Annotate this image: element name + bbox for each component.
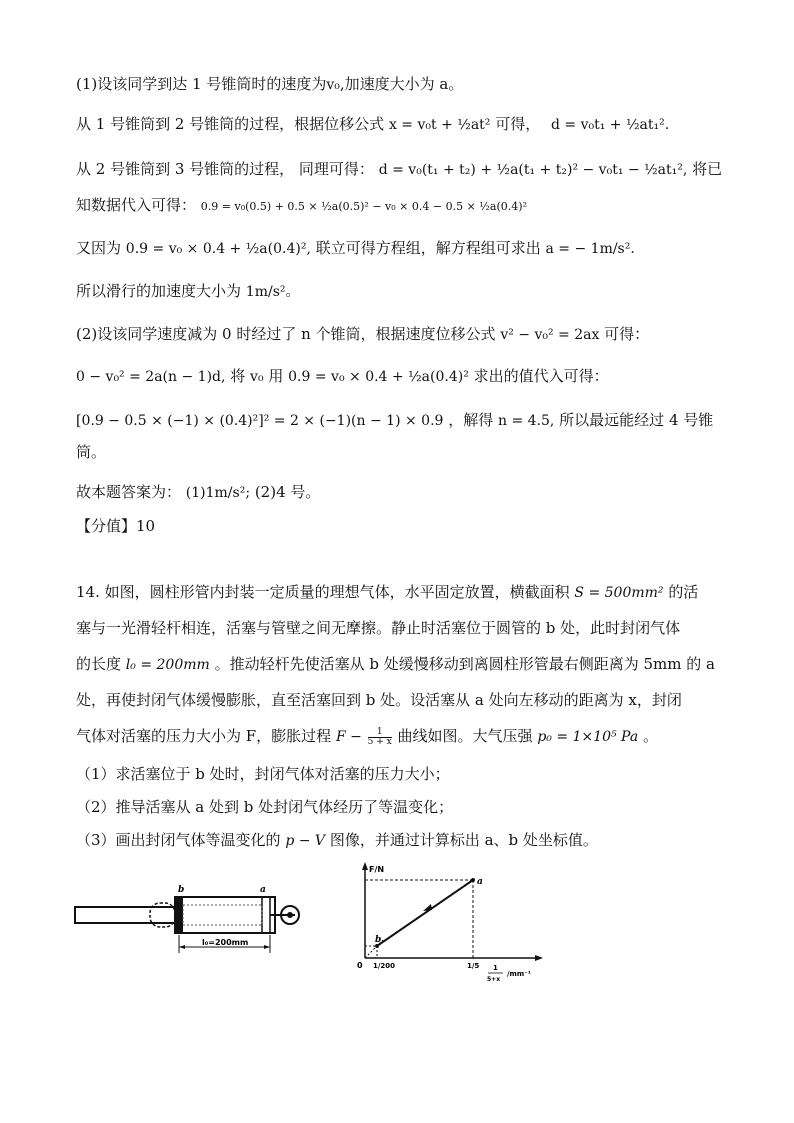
graph-label-a: a — [477, 877, 483, 887]
fraction: $\frac{1}{5 + x}$ — [367, 726, 392, 747]
piston — [175, 897, 183, 933]
formula-d2: d = v₀(t₁ + t₂) + ½a(t₁ + t₂)² − v₀t₁ − ½at₁², — [378, 162, 688, 178]
q14-line-1: 14. 如图，圆柱形管内封装一定质量的理想气体，水平固定放置，横截面积 S = 500mm² 的活 — [76, 583, 699, 601]
dimension-label: l₀=200mm — [202, 938, 249, 947]
y-axis-label: F/N — [369, 865, 385, 874]
formula-substituted: 0.9 = v₀(0.5) + 0.5 × ½a(0.5)² − v₀ × 0.4 − 0.5 × ½a(0.4)² — [200, 200, 527, 213]
cylinder-figure — [70, 875, 310, 965]
sol-line-2: 从 1 号锥筒到 2 号锥筒的过程，根据位移公式 x = v₀t + ½at² 可得， d = v₀t₁ + ½at₁². — [76, 115, 670, 133]
formula-displacement: x = v₀t + ½at² — [388, 117, 491, 133]
formula-a-result: a = − 1m/s². — [545, 241, 635, 257]
direction-arrow — [423, 904, 432, 911]
label-b: b — [178, 885, 185, 895]
sol-line-5: 又因为 0.9 = v₀ × 0.4 + ½a(0.4)², 联立可得方程组，解方程组可求出 a = − 1m/s². — [76, 239, 635, 257]
cylinder-tube — [175, 897, 275, 933]
q14-line-5: 气体对活塞的压力大小为 F，膨胀过程 F − $\frac{1}{5 + x}$ 曲线如图。大气压强 p₀ = 1×10⁵ Pa 。 — [76, 726, 658, 747]
gas-region — [183, 905, 262, 925]
sol-line-4: 知数据代入可得： 0.9 = v₀(0.5) + 0.5 × ½a(0.5)² − v₀ × 0.4 − 0.5 × ½a(0.4)² — [76, 196, 527, 214]
score-line: 【分值】10 — [76, 517, 156, 535]
tick-1-5: 1/5 — [467, 962, 480, 970]
process-line — [377, 880, 473, 946]
sol-line-6: 所以滑行的加速度大小为 1m/s²。 — [76, 282, 300, 300]
x-axis-unit: /mm⁻¹ — [507, 970, 531, 978]
graph-label-b: b — [375, 935, 382, 945]
q14-line-4: 处，再使封闭气体缓慢膨胀，直至活塞回到 b 处。设活塞从 a 处向左移动的距离为 x，封闭 — [76, 691, 682, 709]
label-a: a — [260, 885, 266, 895]
q14-sub-3: （3）画出封闭气体等温变化的 p − V 图像，并通过计算标出 a、b 处坐标值。 — [76, 831, 598, 849]
tick-1-200: 1/200 — [373, 962, 396, 970]
sol-line-1: (1)设该同学到达 1 号锥筒时的速度为v₀,加速度大小为 a。 — [76, 75, 464, 93]
sol-line-8: 0 − v₀² = 2a(n − 1)d, 将 v₀ 用 0.9 = v₀ × 0.4 + ½a(0.4)² 求出的值代入可得： — [76, 367, 609, 385]
f-graph — [345, 858, 555, 988]
origin-label: 0 — [357, 961, 363, 970]
x-frac-den: 5+x — [487, 976, 501, 983]
sol-line-3: 从 2 号锥筒到 3 号锥筒的过程， 同理可得： d = v₀(t₁ + t₂) + ½a(t₁ + t₂)² − v₀t₁ − ½at₁², 将已 — [76, 160, 723, 178]
q14-sub-1: （1）求活塞位于 b 处时，封闭气体对活塞的压力大小； — [76, 765, 450, 783]
formula-d1: d = v₀t₁ + ½at₁². — [551, 117, 670, 133]
sol-line-9: [0.9 − 0.5 × (−1) × (0.4)²]² = 2 × (−1)(n − 1) × 0.9 ，解得 n = 4.5, 所以最远能经过 4 号锥 — [76, 411, 714, 429]
formula-velocity-displacement: v² − v₀² = 2ax — [500, 327, 600, 343]
sol-line-7: (2)设该同学速度减为 0 时经过了 n 个锥筒，根据速度位移公式 v² − v₀² = 2ax 可得： — [76, 325, 650, 343]
tube-end-cap — [262, 897, 270, 933]
piston-rod — [75, 907, 175, 923]
q14-line-2: 塞与一光滑轻杆相连，活塞与管壁之间无摩擦。静止时活塞位于圆管的 b 处，此时封闭气体 — [76, 619, 681, 637]
formula-eq2: 0.9 = v₀ × 0.4 + ½a(0.4)², — [125, 241, 311, 257]
sol-line-11: 故本题答案为： (1)1m/s²; (2)4 号。 — [76, 483, 321, 501]
q14-line-3: 的长度 l₀ = 200mm 。推动轻杆先使活塞从 b 处缓慢移动到离圆柱形管最右侧距离为 5mm 的 a — [76, 655, 715, 673]
sol-line-10: 筒。 — [76, 443, 107, 461]
point-a — [471, 878, 475, 882]
x-frac-num: 1 — [493, 964, 498, 972]
q14-sub-2: （2）推导活塞从 a 处到 b 处封闭气体经历了等温变化； — [76, 798, 454, 816]
